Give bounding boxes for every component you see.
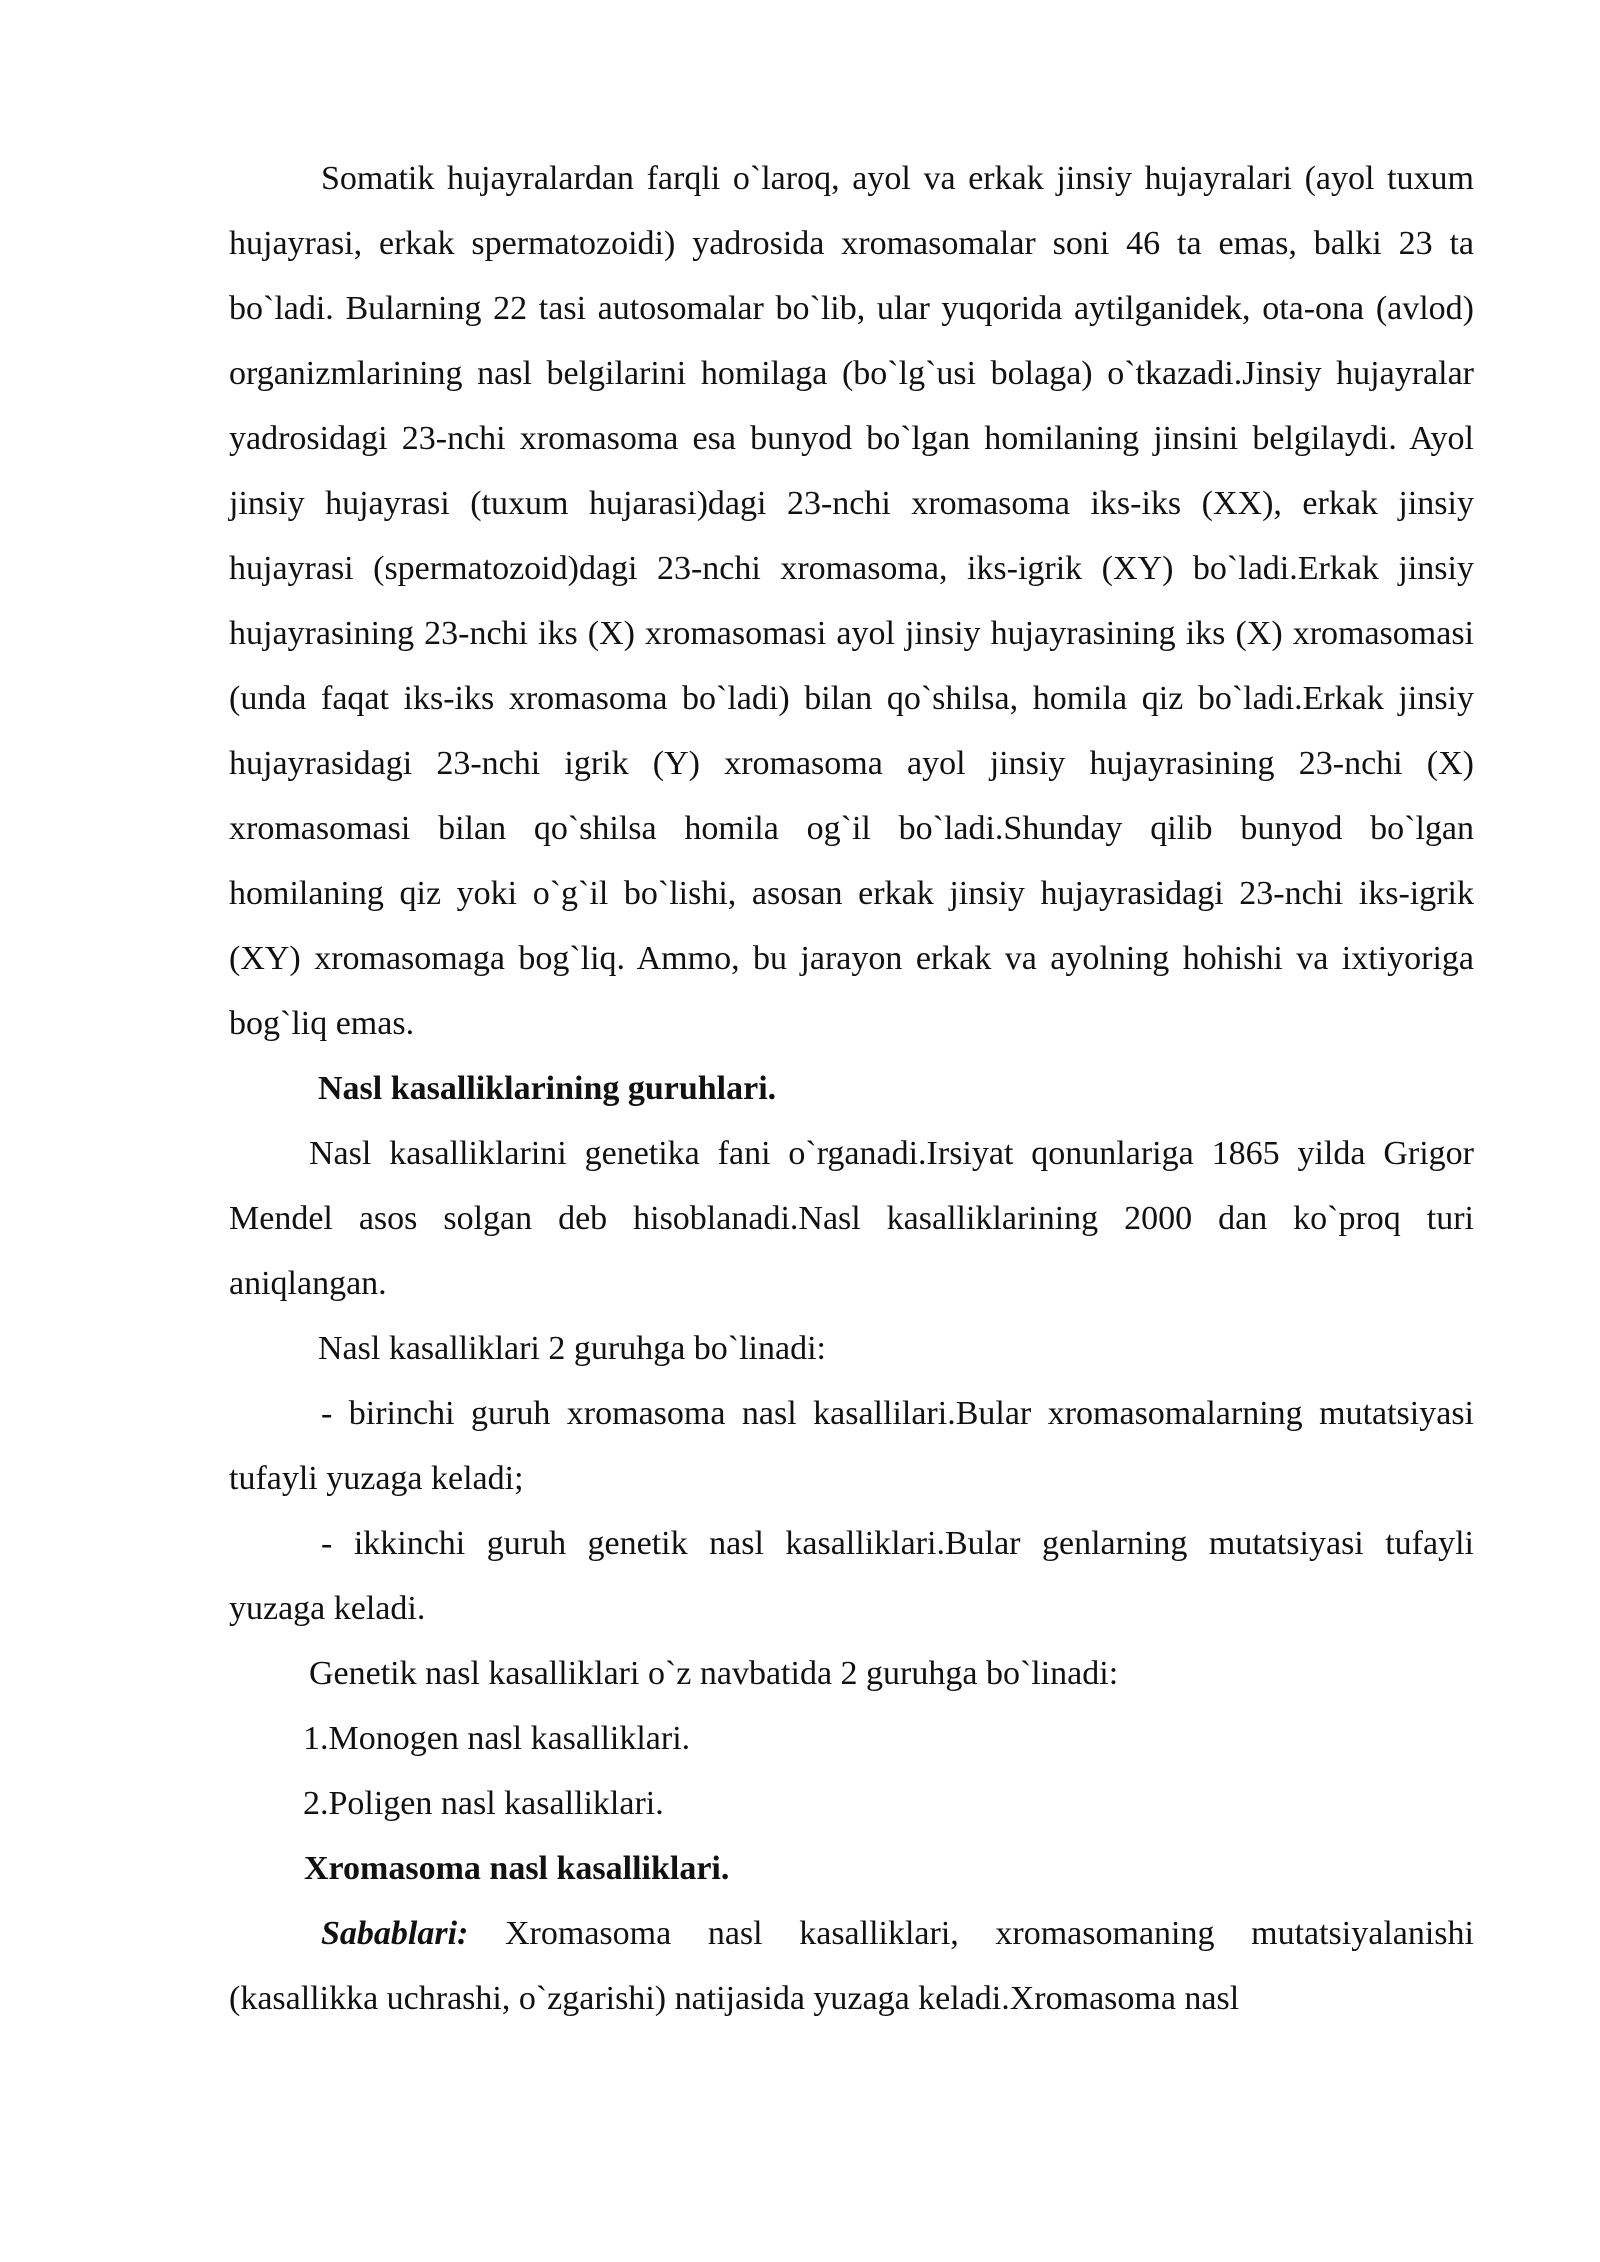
section-heading-chromosome: Xromasoma nasl kasalliklari. xyxy=(304,1850,730,1887)
section-heading-groups: Nasl kasalliklarining guruhlari. xyxy=(318,1070,777,1107)
paragraph-causes xyxy=(229,1901,1474,2031)
paragraph-genetics: Nasl kasalliklarini genetika fani o`rganadi.Irsiyat qonunlariga 1865 yilda Grigor Mendel asos solgan deb hisoblanadi.Nasl kasalliklarining 2000 dan ko`proq turi aniqlangan. xyxy=(229,1135,1474,1302)
paragraph-genetic-groups: Genetik nasl kasalliklari o`z navbatida 2 guruhga bo`linadi: xyxy=(309,1655,1119,1692)
list-item-poligen: 2.Poligen nasl kasalliklari. xyxy=(303,1785,664,1822)
causes-label: Sabablari: xyxy=(321,1915,469,1952)
causes-text: Xromasoma nasl kasalliklari, xromasomaning mutatsiyalanishi (kasallikka uchrashi, o`zgarishi) natijasida yuzaga keladi.Xromasoma nasl xyxy=(229,1915,1474,2017)
list-item-second-group: - ikkinchi guruh genetik nasl kasalliklari.Bular genlarning mutatsiyasi tufayli yuzaga keladi. xyxy=(229,1525,1474,1627)
paragraph-two-groups: Nasl kasalliklari 2 guruhga bo`linadi: xyxy=(318,1330,826,1367)
paragraph-sex-cells: Somatik hujayralardan farqli o`laroq, ayol va erkak jinsiy hujayralari (ayol tuxum hujayrasi, erkak spermatozoidi) yadrosida xromasomalar soni 46 ta emas, balki 23 ta bo`ladi. Bularning 22 tasi autosomalar bo`lib, ular yuqorida aytilganidek, ota-ona (avlod) organizmlarining nasl belgilarini homilaga (bo`lg`usi bolaga) o`tkazadi.Jinsiy hujayralar yadrosidagi 23-nchi xromasoma esa bunyod bo`lgan homilaning jinsini belgilaydi. Ayol jinsiy hujayrasi (tuxum hujarasi)dagi 23-nchi xromasoma iks-iks (XX), erkak jinsiy hujayrasi (spermatozoid)dagi 23-nchi xromasoma, iks-igrik (XY) bo`ladi.Erkak jinsiy hujayrasining 23-nchi iks (X) xromasomasi ayol jinsiy hujayrasining iks (X) xromasomasi (unda faqat iks-iks xromasoma bo`ladi) bilan qo`shilsa, homila qiz bo`ladi.Erkak jinsiy hujayrasidagi 23-nchi igrik (Y) xromasoma ayol jinsiy hujayrasining 23-nchi (X) xromasomasi bilan qo`shilsa homila og`il bo`ladi.Shunday qilib bunyod bo`lgan homilaning qiz yoki o`g`il bo`lishi, asosan erkak jinsiy hujayrasidagi 23-nchi iks-igrik (XY) xromasomaga bog`liq. Ammo, bu jarayon erkak va ayolning hohishi va ixtiyoriga bog`liq emas. xyxy=(229,160,1474,1042)
document-page xyxy=(229,146,1474,2031)
list-item-first-group: - birinchi guruh xromasoma nasl kasallilari.Bular xromasomalarning mutatsiyasi tufayli yuzaga keladi; xyxy=(229,1395,1474,1497)
list-item-monogen: 1.Monogen nasl kasalliklari. xyxy=(303,1720,691,1757)
